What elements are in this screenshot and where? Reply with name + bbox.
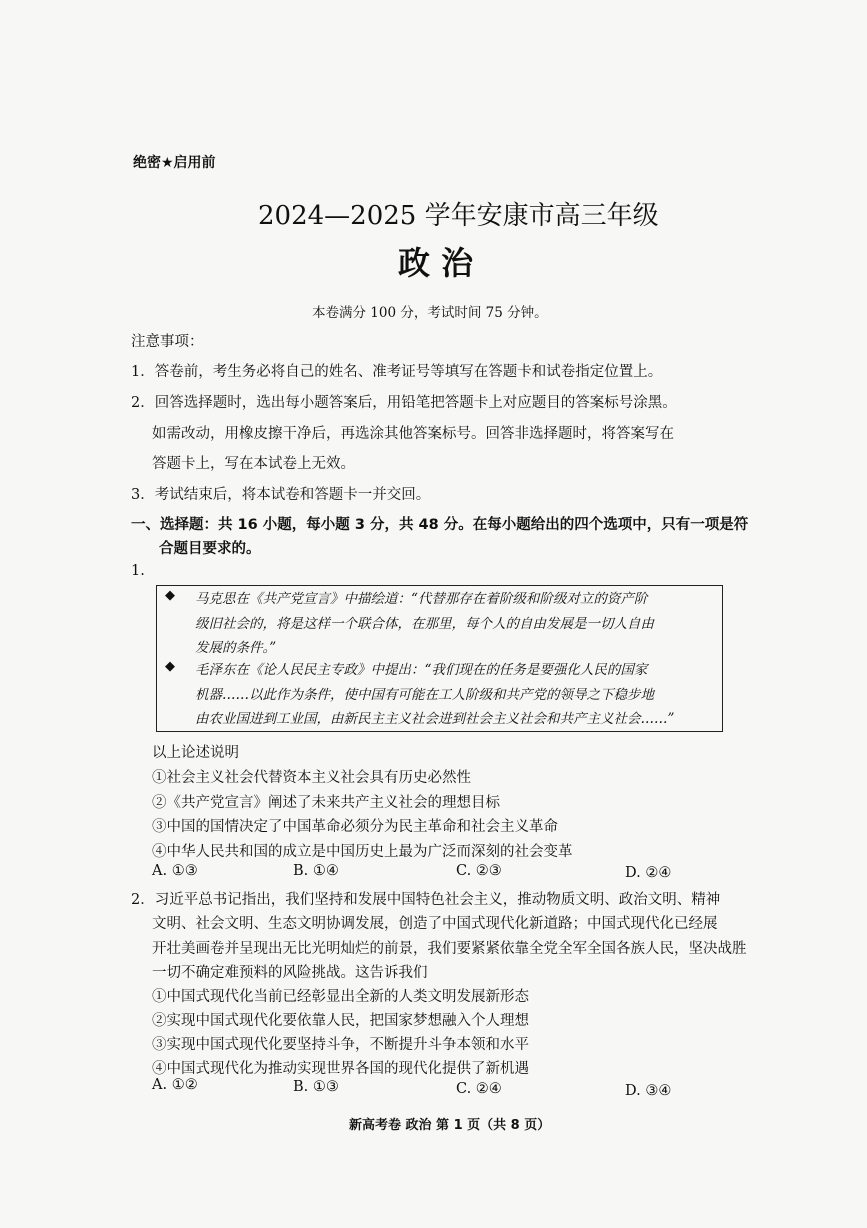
notice-item-2-cont2: 答题卡上，写在本试卷上无效。 <box>152 456 355 472</box>
option-a[interactable]: A. ①② <box>152 1077 198 1093</box>
quote-text: 毛泽东在《论人民民主专政》中提出：“我们现在的任务是要强化人民的国家 <box>195 662 648 678</box>
option-b[interactable]: B. ①④ <box>293 863 339 879</box>
quote-text: 机器……以此作为条件，使中国有可能在工人阶级和共产党的领导之下稳步地 <box>195 687 654 703</box>
notice-item-1: 1．答卷前，考生务必将自己的姓名、准考证号等填写在答题卡和试卷指定位置上。 <box>131 364 663 380</box>
statement: ③中国的国情决定了中国革命必须分为民主革命和社会主义革命 <box>152 819 558 835</box>
notice-item-2-cont: 如需改动，用橡皮擦干净后，再选涂其他答案标号。回答非选择题时，将答案写在 <box>152 426 674 442</box>
option-d[interactable]: D. ②④ <box>625 865 672 881</box>
option-c[interactable]: C. ②④ <box>456 1081 502 1097</box>
option-a[interactable]: A. ①③ <box>152 863 198 879</box>
subject-title: 政 治 <box>398 244 474 282</box>
statement: ④中国式现代化为推动实现世界各国的现代化提供了新机遇 <box>152 1061 529 1077</box>
statement: ②《共产党宣言》阐述了未来共产主义社会的理想目标 <box>152 795 500 811</box>
statement: ①中国式现代化当前已经彰显出全新的人类文明发展新形态 <box>152 989 529 1005</box>
page-footer: 新高考卷 政治 第 1 页（共 8 页） <box>349 1118 551 1133</box>
confidential-mark: 绝密★启用前 <box>133 155 216 171</box>
statement: ①社会主义社会代替资本主义社会具有历史必然性 <box>152 770 471 786</box>
question-stem: 以上论述说明 <box>152 745 239 761</box>
section-heading-cont: 合题目要求的。 <box>159 541 261 557</box>
option-b[interactable]: B. ①③ <box>293 1079 339 1095</box>
question-text: 文明、社会文明、生态文明协调发展，创造了中国式现代化新道路；中国式现代化已经展 <box>152 916 718 932</box>
statement: ④中华人民共和国的成立是中国历史上最为广泛而深刻的社会变革 <box>152 844 573 860</box>
diamond-icon: ◆ <box>165 659 175 674</box>
quote-text: 马克思在《共产党宣言》中描绘道：“代替那存在着阶级和阶级对立的资产阶 <box>195 591 648 607</box>
quote-text: 发展的条件。” <box>195 640 277 656</box>
quote-text: 级旧社会的，将是这样一个联合体，在那里，每个人的自由发展是一切人自由 <box>195 616 654 632</box>
question-text: 2．习近平总书记指出，我们坚持和发展中国特色社会主义，推动物质文明、政治文明、精神 <box>131 892 721 908</box>
section-heading: 一、选择题：共 16 小题，每小题 3 分，共 48 分。在每小题给出的四个选项中，只有一项是符 <box>131 517 749 533</box>
diamond-icon: ◆ <box>165 588 175 603</box>
quote-box <box>156 585 723 732</box>
quote-text: 由农业国进到工业国，由新民主主义社会进到社会主义社会和共产主义社会……” <box>195 711 675 727</box>
statement: ②实现中国式现代化要依靠人民，把国家梦想融入个人理想 <box>152 1013 529 1029</box>
notice-item-3: 3．考试结束后，将本试卷和答题卡一并交回。 <box>131 487 431 503</box>
option-c[interactable]: C. ②③ <box>456 863 502 879</box>
exam-title: 2024—2025 学年安康市高三年级 <box>258 201 659 231</box>
notice-item-2: 2．回答选择题时，选出每小题答案后，用铅笔把答题卡上对应题目的答案标号涂黑。 <box>131 395 677 411</box>
option-d[interactable]: D. ③④ <box>625 1083 672 1099</box>
exam-info: 本卷满分 100 分，考试时间 75 分钟。 <box>312 305 548 321</box>
question-number: 1. <box>131 563 145 579</box>
notice-heading: 注意事项： <box>131 334 204 350</box>
question-text: 开壮美画卷并呈现出无比光明灿烂的前景，我们要紧紧依靠全党全军全国各族人民，坚决战胜 <box>152 941 747 957</box>
statement: ③实现中国式现代化要坚持斗争，不断提升斗争本领和水平 <box>152 1037 529 1053</box>
question-text: 一切不确定难预料的风险挑战。这告诉我们 <box>152 965 428 981</box>
